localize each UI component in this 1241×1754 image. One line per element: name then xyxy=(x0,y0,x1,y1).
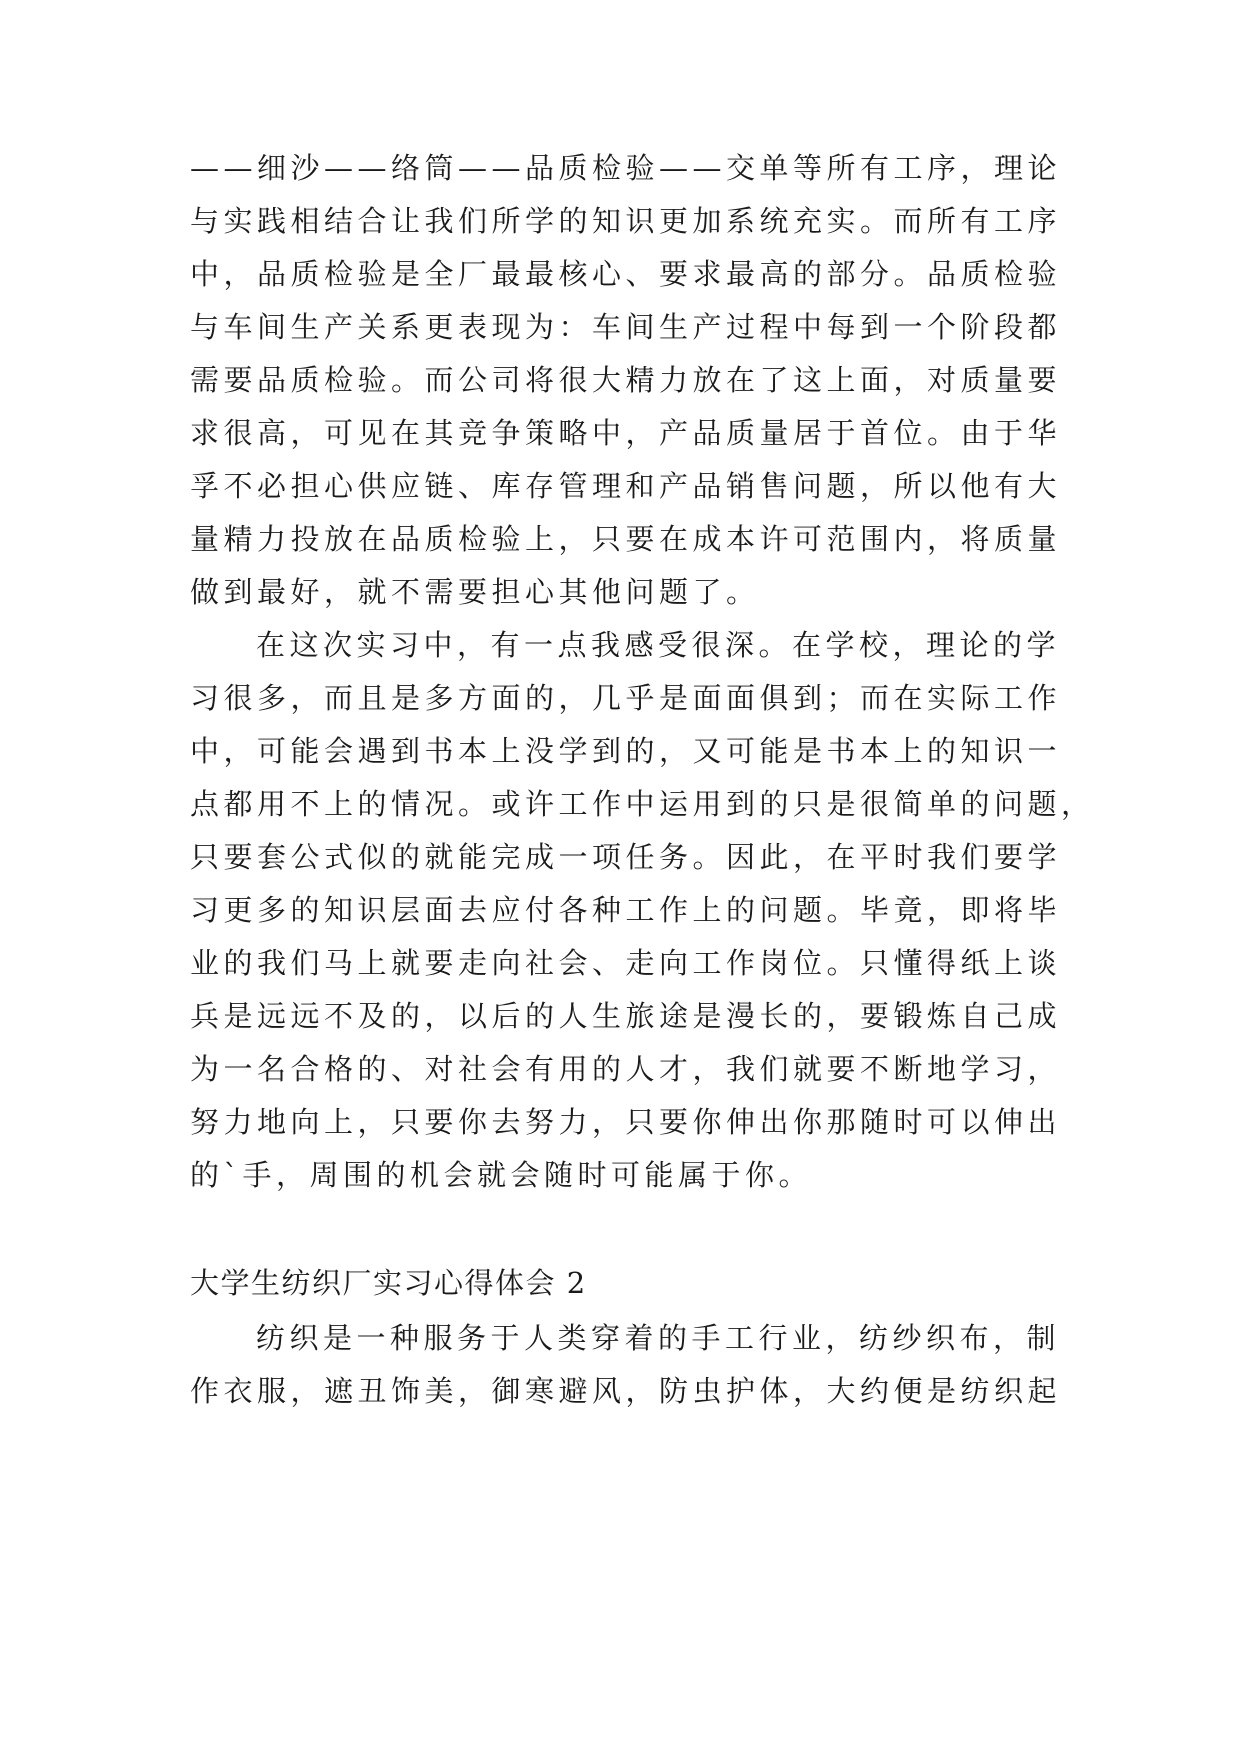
paragraph-line: 需要品质检验。而公司将很大精力放在了这上面，对质量要 xyxy=(190,363,1062,397)
paragraph-line: 兵是远远不及的，以后的人生旅途是漫长的，要锻炼自己成 xyxy=(190,999,1062,1033)
paragraph-line: 只要套公式似的就能完成一项任务。因此，在平时我们要学 xyxy=(190,840,1062,874)
section-heading: 大学生纺织厂实习心得体会 2 xyxy=(190,1266,587,1300)
paragraph-line: 中，品质检验是全厂最最核心、要求最高的部分。品质检验 xyxy=(190,257,1062,291)
paragraph-line: 作衣服，遮丑饰美，御寒避风，防虫护体，大约便是纺织起 xyxy=(190,1374,1062,1408)
paragraph-line: 做到最好，就不需要担心其他问题了。 xyxy=(190,575,760,609)
paragraph-line: 努力地向上，只要你去努力，只要你伸出你那随时可以伸出 xyxy=(190,1105,1062,1139)
paragraph-line: 与车间生产关系更表现为：车间生产过程中每到一个阶段都 xyxy=(190,310,1062,344)
paragraph-line: 中，可能会遇到书本上没学到的，又可能是书本上的知识一 xyxy=(190,734,1062,768)
paragraph-line: 习更多的知识层面去应付各种工作上的问题。毕竟，即将毕 xyxy=(190,893,1062,927)
paragraph-line: 在这次实习中，有一点我感受很深。在学校，理论的学 xyxy=(256,628,1061,662)
paragraph-line: 量精力投放在品质检验上，只要在成本许可范围内，将质量 xyxy=(190,522,1062,556)
paragraph-line: 习很多，而且是多方面的，几乎是面面俱到；而在实际工作 xyxy=(190,681,1062,715)
paragraph-line: 为一名合格的、对社会有用的人才，我们就要不断地学习， xyxy=(190,1052,1062,1086)
paragraph-line: 纺织是一种服务于人类穿着的手工行业，纺纱织布，制 xyxy=(256,1321,1061,1355)
paragraph-line: 的`手，周围的机会就会随时可能属于你。 xyxy=(190,1158,813,1192)
paragraph-line: 与实践相结合让我们所学的知识更加系统充实。而所有工序 xyxy=(190,204,1062,238)
paragraph-line: 孚不必担心供应链、库存管理和产品销售问题，所以他有大 xyxy=(190,469,1062,503)
paragraph-line: 求很高，可见在其竞争策略中，产品质量居于首位。由于华 xyxy=(190,416,1062,450)
paragraph-line: ——细沙——络筒——品质检验——交单等所有工序，理论 xyxy=(190,151,1062,185)
paragraph-line: 业的我们马上就要走向社会、走向工作岗位。只懂得纸上谈 xyxy=(190,946,1062,980)
paragraph-line: 点都用不上的情况。或许工作中运用到的只是很简单的问题， xyxy=(190,787,1095,821)
